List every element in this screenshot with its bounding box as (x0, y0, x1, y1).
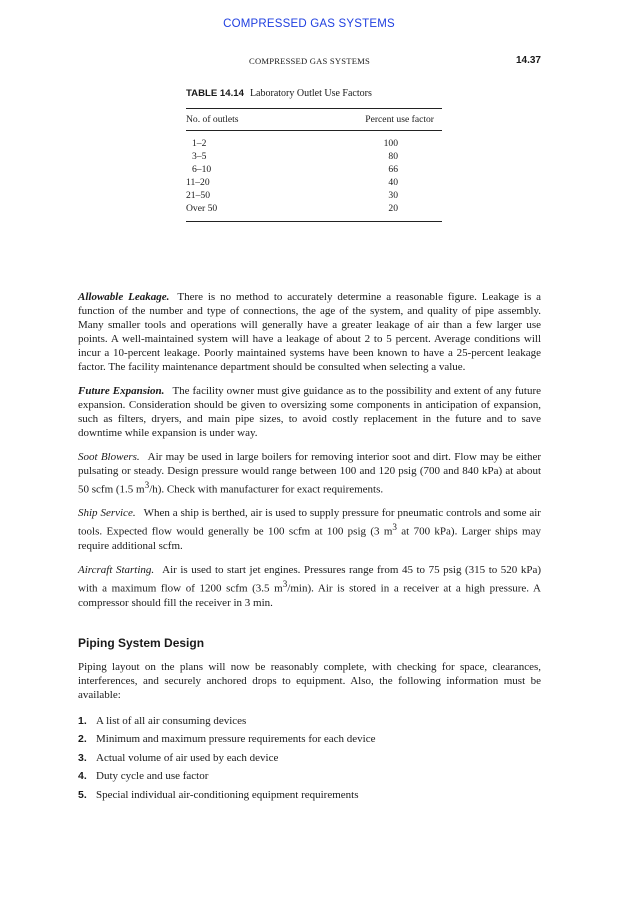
section-heading: Piping System Design (78, 635, 205, 650)
paragraph-allowable-leakage (78, 290, 541, 375)
list-text: A list of all air consuming devices (96, 714, 247, 727)
table-row (186, 150, 442, 163)
table-header-percent: Percent use factor (365, 114, 434, 125)
running-head (78, 56, 541, 70)
table-header-row (186, 109, 442, 130)
table-row (186, 189, 442, 202)
list-text: Actual volume of air used by each device (96, 751, 279, 764)
table-body (186, 131, 442, 221)
table-caption (186, 88, 442, 99)
running-head-title: COMPRESSED GAS SYSTEMS (249, 56, 370, 66)
table-cell-percent: 40 (388, 177, 398, 188)
table-cell-percent: 80 (388, 151, 398, 162)
body-text (78, 290, 541, 804)
table-cell-outlets: 6–10 (192, 164, 212, 175)
page-number: 14.37 (515, 55, 541, 66)
paragraph-text: Air may be used in large boilers for removing interior soot and dirt. Flow may be either pulsating or steady. Design pressure would range between 100 and 120 psig (700 and 840 kPa) at about 50 scfm (1.5 m (78, 450, 541, 496)
list-number: 4. (78, 770, 87, 783)
paragraph-ship-service (78, 506, 541, 553)
requirements-list (78, 712, 541, 805)
list-text: Special individual air-conditioning equipment requirements (96, 788, 359, 801)
list-number: 1. (78, 714, 87, 727)
paragraph-text: Air is used to start jet engines. Pressures range from 45 to 75 psig (315 to 520 kPa) with a maximum flow of 1200 scfm (3.5 m (78, 563, 542, 595)
table-cell-percent: 20 (388, 203, 398, 214)
list-item (78, 712, 541, 731)
paragraph-aircraft-starting (78, 563, 541, 610)
list-number: 5. (78, 788, 87, 801)
paragraph-soot-blowers (78, 450, 541, 497)
list-item (78, 730, 541, 749)
table-bottom-rule (186, 221, 442, 222)
table-cell-outlets: 21–50 (186, 190, 210, 201)
document-banner: COMPRESSED GAS SYSTEMS (223, 18, 395, 30)
list-number: 3. (78, 751, 87, 764)
table-cell-percent: 30 (388, 190, 398, 201)
list-text: Duty cycle and use factor (96, 770, 209, 783)
paragraph-text: When a ship is berthed, air is used to supply pressure for pneumatic controls and some air tools. Expected flow would generally be 100 scfm at 100 psig (3 m (78, 507, 541, 539)
paragraph-lead: Soot Blowers. (78, 450, 140, 463)
table-row (186, 163, 442, 176)
use-factor-table (186, 88, 442, 222)
table-cell-outlets: 1–2 (192, 138, 207, 149)
paragraph-text-cont: at 700 kPa). Larger ships may require additional scfm. (78, 526, 541, 553)
paragraph-lead: Ship Service. (78, 507, 136, 520)
table-title: Laboratory Outlet Use Factors (249, 88, 372, 99)
list-item (78, 786, 541, 805)
superscript: 3 (392, 522, 397, 533)
section-intro: Piping layout on the plans will now be reasonably complete, with checking for space, clearances, interferences, and securely anchored drops to equipment. Also, the following information must be available: (78, 660, 541, 702)
table-cell-outlets: Over 50 (186, 203, 218, 214)
paragraph-lead: Future Expansion. (78, 385, 165, 398)
list-item (78, 749, 541, 768)
paragraph-text-cont: /min). Air is stored in a receiver at a high pressure. A compressor should fill the receiver in 3 min. (78, 582, 541, 609)
table-row (186, 176, 442, 189)
list-item (78, 767, 541, 786)
table-row (186, 137, 442, 150)
table-cell-percent: 66 (388, 164, 398, 175)
superscript: 3 (282, 578, 288, 589)
paragraph-future-expansion (78, 384, 541, 440)
table-cell-percent: 100 (383, 138, 398, 149)
table-label: TABLE 14.14 (186, 88, 244, 99)
list-number: 2. (78, 733, 87, 746)
table-row (186, 202, 442, 215)
superscript: 3 (144, 480, 150, 491)
paragraph-lead: Allowable Leakage. (78, 291, 170, 303)
table-header-outlets: No. of outlets (186, 114, 239, 125)
list-text: Minimum and maximum pressure requirements for each device (96, 733, 376, 746)
paragraph-text: The facility owner must give guidance as to the possibility and extent of any future expansion. Consideration should be given to oversizing some components in anticipation of expansion, such as filters, dryers, and main pipe sizes, to avoid costly replacement in the future and to save downtime while expansion is under way. (78, 385, 541, 440)
paragraph-text-cont: /h). Check with manufacturer for exact requirements. (149, 483, 384, 496)
table-cell-outlets: 3–5 (192, 151, 207, 162)
table-cell-outlets: 11–20 (186, 177, 210, 188)
paragraph-text: There is no method to accurately determine a reasonable figure. Leakage is a function of the number and type of connections, the age of the system, and quality of pipe assembly. Many smaller tools and operations will generally have a greater leakage of air than a few larger use points. A well-maintained system will have a leakage of about 2 to 5 percent. Average conditions will incur a 10-percent leakage. Poorly maintained systems have been known to have a 25-percent leakage factor. The facility maintenance department should be consulted when selecting a value. (78, 291, 541, 374)
paragraph-lead: Aircraft Starting. (78, 563, 155, 576)
